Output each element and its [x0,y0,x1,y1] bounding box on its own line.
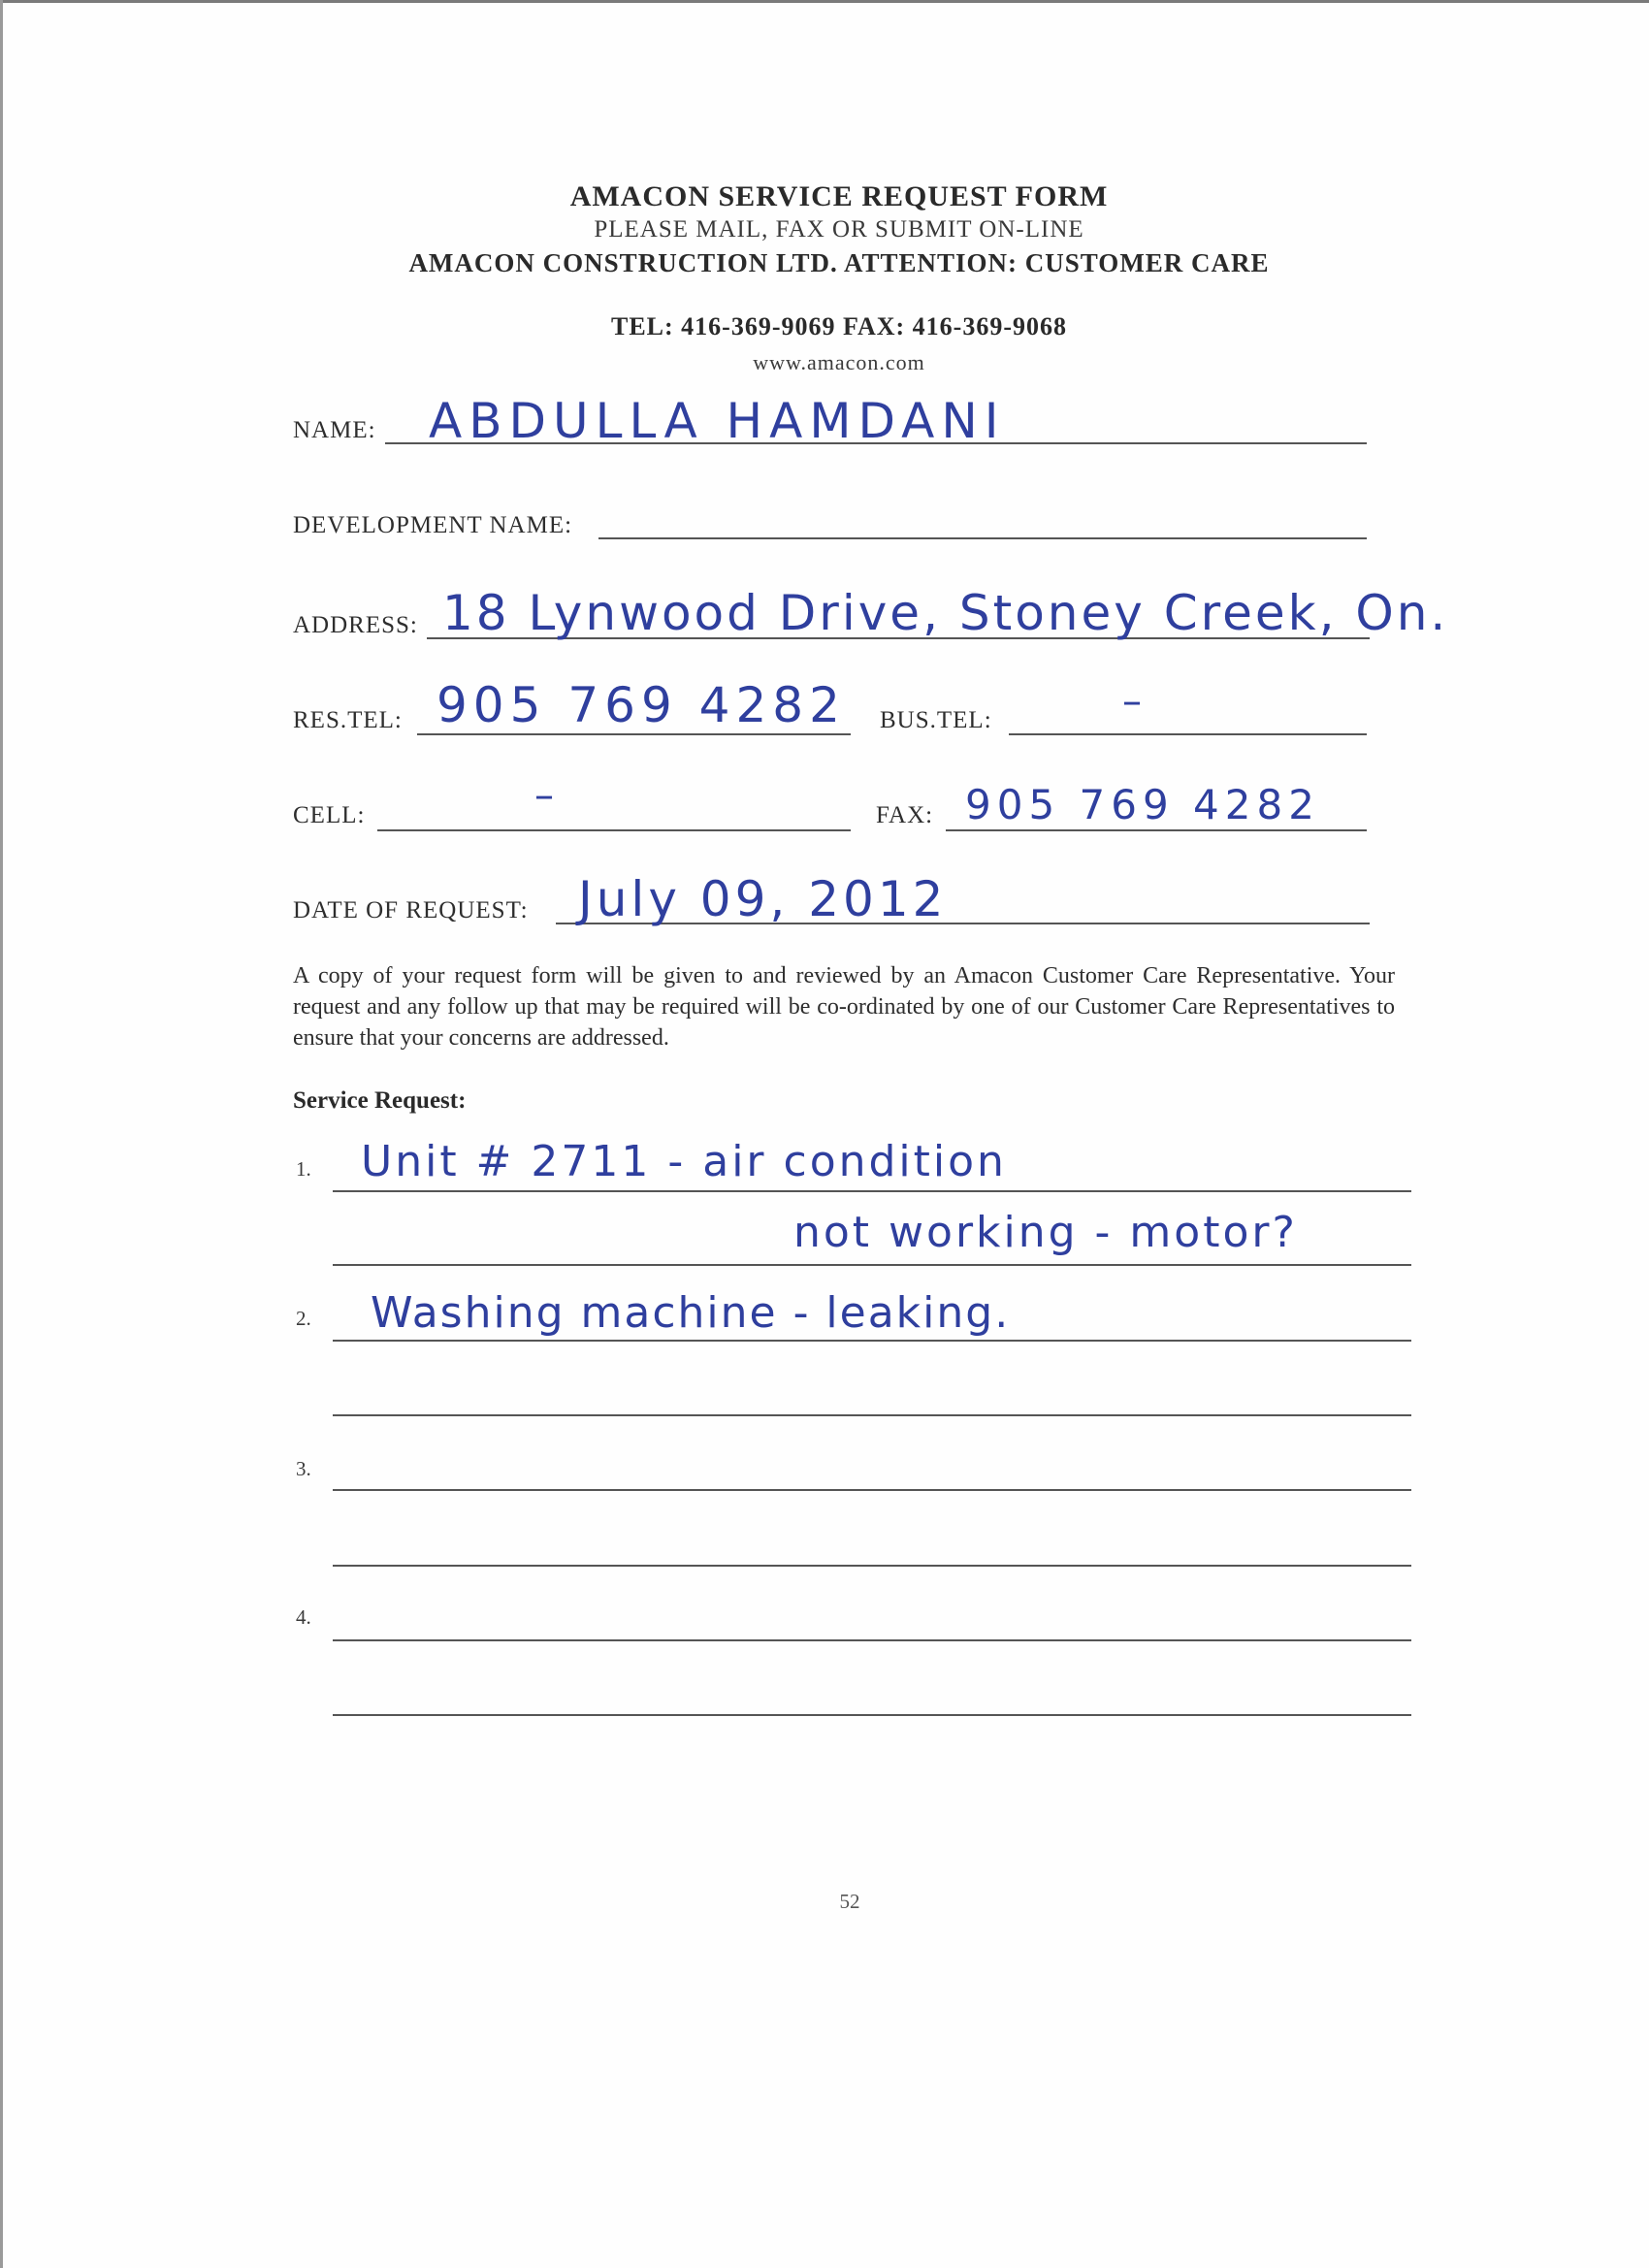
name-value[interactable]: ABDULLA HAMDANI [429,393,1006,449]
item-number: 4. [296,1605,311,1629]
address-value[interactable]: 18 Lynwood Drive, Stoney Creek, On. [442,585,1449,641]
item-number: 2. [296,1307,311,1330]
scan-edge-top [0,0,1649,3]
item-1-line-2[interactable]: not working - motor? [793,1208,1298,1257]
item-line [333,1190,1411,1192]
item-line [333,1565,1411,1567]
cell-value[interactable]: – [534,773,554,818]
bus-tel-line [1009,733,1367,735]
item-line [333,1639,1411,1641]
date-label: DATE OF REQUEST: [293,897,529,923]
notice-paragraph: A copy of your request form will be given to and reviewed by an Amacon Customer Care Representative. Your request and any follow up that may be required will be co-ordinated by one of our Customer Care Representatives to ensure that your concerns are addressed. [293,963,1395,1051]
company-line: AMACON CONSTRUCTION LTD. ATTENTION: CUSTOMER CARE [408,248,1270,277]
item-line [333,1489,1411,1491]
bus-tel-label: BUS.TEL: [880,707,992,733]
fax-label: FAX: [876,802,934,828]
form-instructions: PLEASE MAIL, FAX OR SUBMIT ON-LINE [594,216,1084,243]
cell-line [377,829,851,831]
item-line [333,1340,1411,1342]
item-line [333,1414,1411,1416]
cell-label: CELL: [293,802,366,828]
item-line [333,1264,1411,1266]
res-tel-value[interactable]: 905 769 4282 [436,677,846,733]
name-label: NAME: [293,417,376,443]
fax-line [946,829,1367,831]
item-1-line-1[interactable]: Unit # 2711 - air condition [361,1137,1007,1186]
contact-phones: TEL: 416-369-9069 FAX: 416-369-9068 [611,312,1067,340]
item-number: 1. [296,1157,311,1181]
res-tel-label: RES.TEL: [293,707,403,733]
bus-tel-value[interactable]: – [1122,679,1142,724]
page-number: 52 [839,1890,860,1913]
item-number: 3. [296,1457,311,1480]
item-2-line-1[interactable]: Washing machine - leaking. [371,1288,1011,1338]
address-label: ADDRESS: [293,612,418,638]
item-line [333,1714,1411,1716]
development-line [598,537,1367,539]
form-title: AMACON SERVICE REQUEST FORM [569,180,1109,212]
development-label: DEVELOPMENT NAME: [293,512,573,538]
date-value[interactable]: July 09, 2012 [578,871,948,927]
website: www.amacon.com [753,350,925,374]
res-tel-line [417,733,851,735]
fax-value[interactable]: 905 769 4282 [965,781,1320,828]
service-request-title: Service Request: [293,1087,467,1114]
